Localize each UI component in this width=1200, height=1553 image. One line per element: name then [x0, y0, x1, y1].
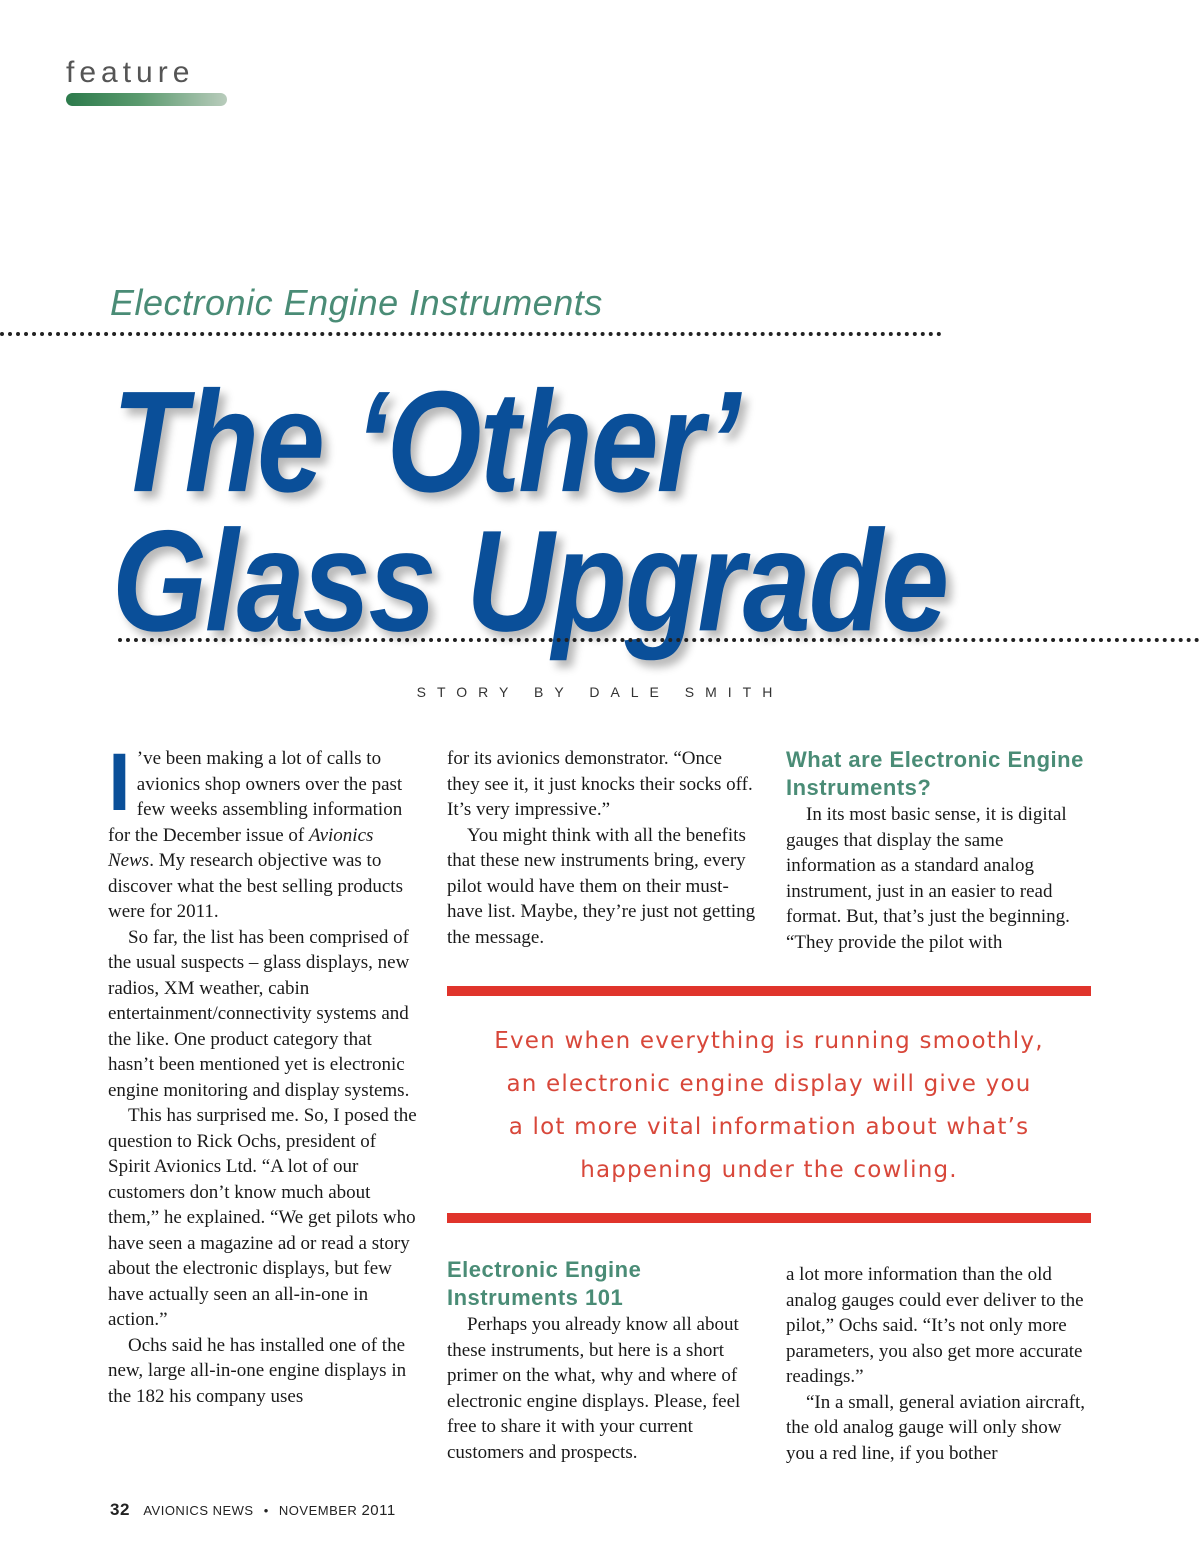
body-column-2-lower — [447, 1256, 757, 1465]
paragraph: Ochs said he has installed one of the new, large all-in-one engine displays in the 182 his company uses — [108, 1334, 407, 1407]
headline-line-2: Glass Upgrade — [112, 500, 948, 662]
publication-name: Avionics News — [108, 824, 374, 871]
issue-month: NOVEMBER — [278, 1503, 358, 1518]
byline: STORY BY DALE SMITH — [416, 684, 784, 700]
paragraph-text: ’ve been making a lot of calls to avionics shop owners over the past few weeks assembling information for the December issue of — [108, 748, 403, 846]
body-column-2 — [447, 746, 757, 950]
issue-year: 2011 — [361, 1502, 396, 1519]
paragraph: “In a small, general aviation aircraft, the old analog gauge will only show you a red line, if you bother — [786, 1391, 1086, 1464]
section-tag: feature — [66, 56, 195, 89]
headline-line-1: The ‘Other’ — [112, 361, 739, 522]
paragraph: a lot more information than the old analog gauges could ever deliver to the pilot,” Ochs said. “It’s not only more parameters, you also get more accurate readings.” — [786, 1264, 1084, 1387]
paragraph: You might think with all the benefits that these new instruments bring, every pilot would have them on their must-have list. Maybe, they’re just not getting the message. — [447, 824, 756, 948]
paragraph: This has surprised me. So, I posed the question to Rick Ochs, president of Spirit Avionics Ltd. “A lot of our customers don’t know much about them,” he explained. “We get pilots who have seen a magazine ad or read a story about the electronic displays, but few have actually seen an all-in-one in action.” — [108, 1105, 417, 1330]
dotted-divider-top — [0, 332, 942, 336]
subhead: What are Electronic Engine Instruments? — [786, 747, 1084, 800]
pullquote-line: a lot more vital information about what’s — [508, 1114, 1030, 1140]
page-footer — [110, 1500, 396, 1520]
pullquote-rule-bottom — [447, 1213, 1091, 1223]
paragraph — [108, 737, 418, 925]
pullquote-rule-top — [447, 986, 1091, 996]
drop-cap: I — [108, 737, 131, 828]
dotted-divider-bottom — [118, 638, 1200, 642]
paragraph: Perhaps you already know all about these instruments, but here is a short primer on the what, why and where of electronic engine displays. Please, feel free to share it with your current customers and prospects. — [447, 1314, 741, 1463]
page-number: 32 — [110, 1500, 130, 1519]
section-tag-bar — [66, 93, 227, 106]
article-kicker: Electronic Engine Instruments — [110, 282, 603, 323]
pull-quote — [447, 1020, 1091, 1192]
paragraph: In its most basic sense, it is digital gauges that display the same information as a standard analog instrument, just in an easier to read format. But, that’s just the beginning. “They provide the pilot with — [786, 804, 1070, 953]
pullquote-line: Even when everything is running smoothly, — [494, 1028, 1044, 1054]
subhead: Electronic Engine Instruments 101 — [447, 1257, 642, 1310]
paragraph: So far, the list has been comprised of the usual suspects – glass displays, new radios, XM weather, cabin entertainment/connectivity systems and the like. One product category that hasn’t been mentioned yet is electronic engine monitoring and display systems. — [108, 926, 410, 1101]
paragraph-text: . My research objective was to discover what the best selling products were for 2011. — [108, 850, 403, 922]
article-headline — [112, 361, 1112, 662]
pullquote-line: happening under the cowling. — [580, 1157, 958, 1183]
body-column-3-lower — [786, 1262, 1086, 1466]
footer-bullet: • — [263, 1503, 269, 1518]
body-column-3 — [786, 746, 1086, 955]
body-column-1 — [108, 737, 418, 1409]
publication-name: AVIONICS NEWS — [143, 1503, 254, 1518]
pullquote-line: an electronic engine display will give you — [506, 1071, 1032, 1097]
paragraph: for its avionics demonstrator. “Once they see it, it just knocks their socks off. It’s very impressive.” — [447, 748, 753, 820]
